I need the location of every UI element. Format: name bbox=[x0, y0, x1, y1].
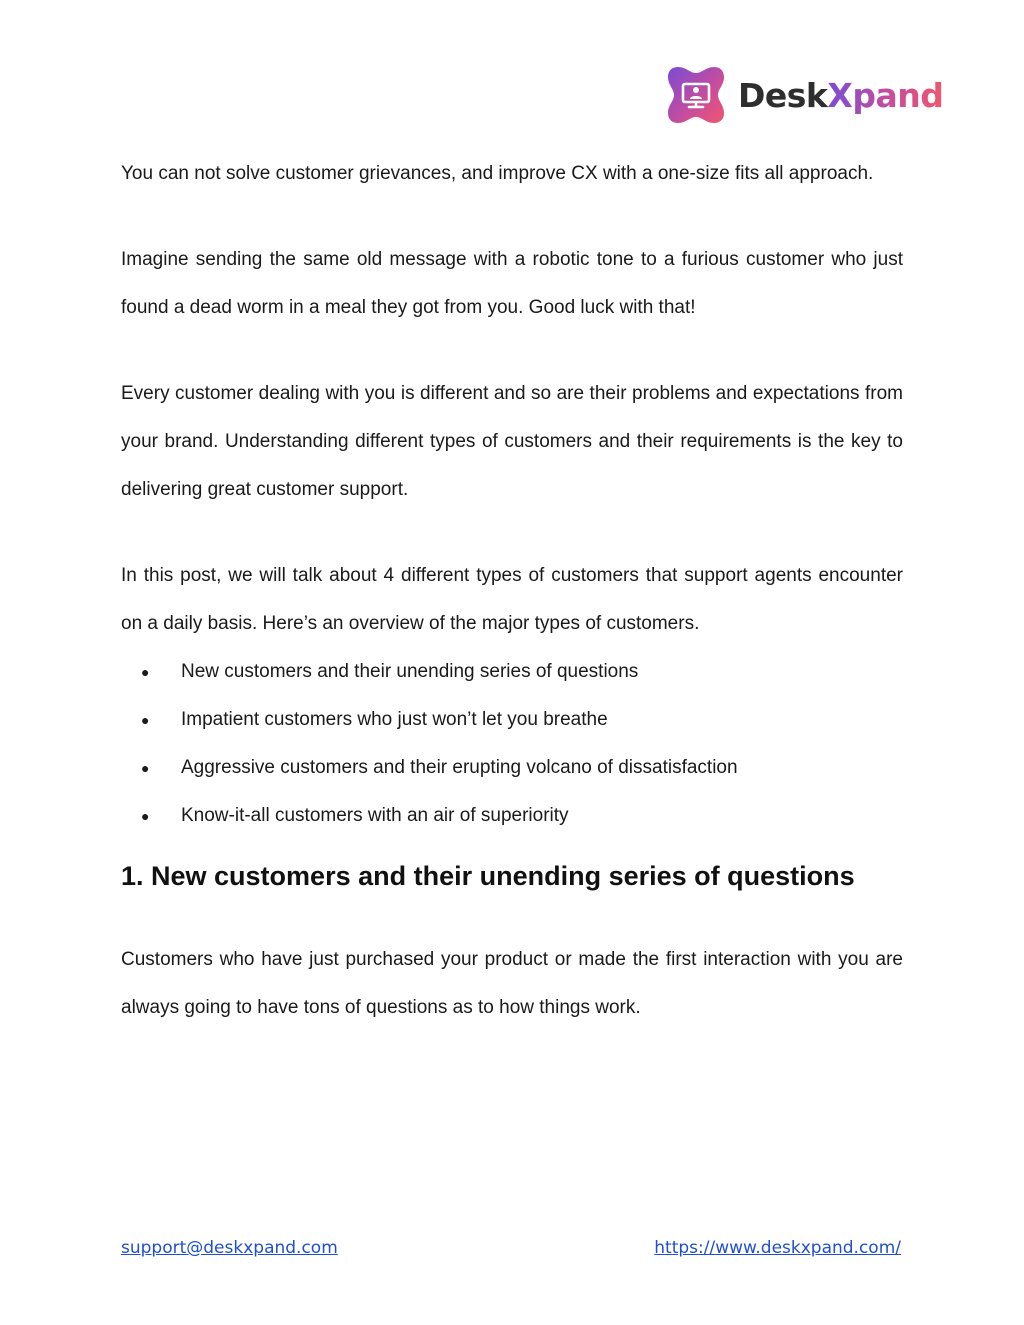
list-item-text: Know-it-all customers with an air of superiority bbox=[181, 805, 569, 826]
paragraph-overview: In this post, we will talk about 4 different types of customers that support agents encounter on a daily basis. Here’s an overview of the major types of customers. bbox=[121, 565, 903, 634]
brand-name bbox=[738, 75, 944, 115]
bullet-dot-icon: ● bbox=[141, 664, 150, 680]
monitor-person-icon bbox=[664, 63, 728, 127]
list-item-text: New customers and their unending series of questions bbox=[181, 661, 639, 682]
paragraph-example: Imagine sending the same old message with a robotic tone to a furious customer who just found a dead worm in a meal they got from you. Good luck with that! bbox=[121, 249, 903, 318]
list-item bbox=[121, 696, 903, 744]
list-item bbox=[121, 744, 903, 792]
bullet-dot-icon: ● bbox=[141, 760, 150, 776]
page-footer bbox=[121, 1238, 901, 1264]
paragraph-intro: You can not solve customer grievances, and improve CX with a one-size fits all approach. bbox=[121, 163, 874, 184]
bullet-dot-icon: ● bbox=[141, 808, 150, 824]
section-heading: 1. New customers and their unending series of questions bbox=[121, 861, 855, 891]
brand-name-desk: Desk bbox=[738, 75, 828, 115]
paragraph-new-customers: Customers who have just purchased your product or made the first interaction with you are always going to have tons of questions as to how things work. bbox=[121, 949, 903, 1018]
website-link[interactable]: https://www.deskxpand.com/ bbox=[654, 1238, 901, 1258]
brand-name-xpand: Xpand bbox=[827, 75, 944, 115]
customer-types-list bbox=[121, 648, 903, 840]
list-item-text: Aggressive customers and their erupting volcano of dissatisfaction bbox=[181, 757, 738, 778]
list-item bbox=[121, 792, 903, 840]
list-item bbox=[121, 648, 903, 696]
brand-logo bbox=[664, 60, 944, 130]
support-email-link[interactable]: support@deskxpand.com bbox=[121, 1238, 338, 1258]
document-body bbox=[121, 150, 903, 1032]
paragraph-different-customers: Every customer dealing with you is different and so are their problems and expectations from your brand. Understanding different types of customers and their requirements is the key to delivering great customer support. bbox=[121, 383, 903, 500]
bullet-dot-icon: ● bbox=[141, 712, 150, 728]
list-item-text: Impatient customers who just won’t let you breathe bbox=[181, 709, 608, 730]
